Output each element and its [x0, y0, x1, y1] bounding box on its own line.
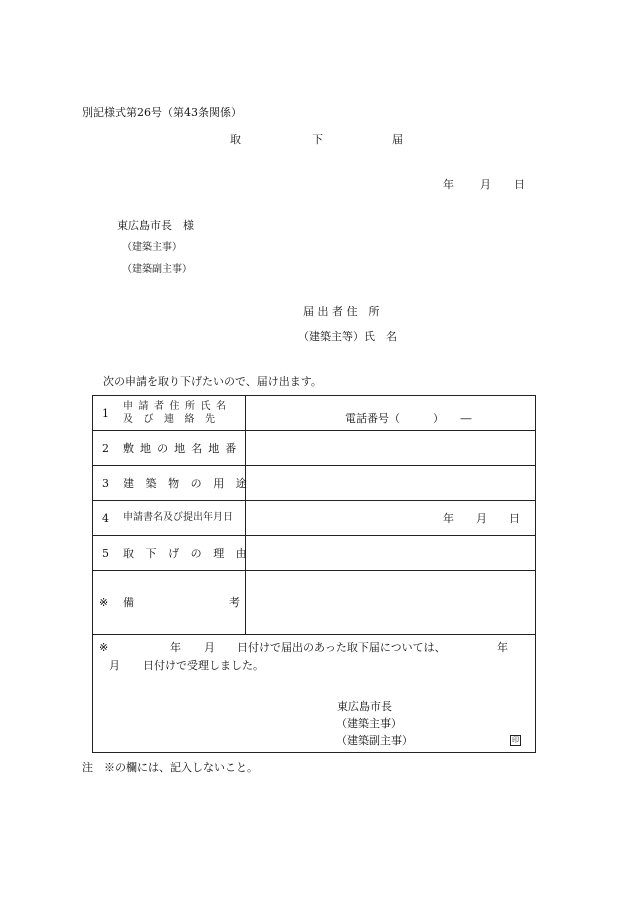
row-number: 4	[102, 512, 109, 525]
row-label: 敷地の地名地番	[123, 442, 243, 455]
table-divider	[93, 500, 535, 501]
title-char-3: 届	[392, 133, 403, 146]
receipt-line2-text: 日付けで受理しました。	[143, 659, 264, 672]
table-divider	[93, 570, 535, 571]
intro-text: 次の申請を取り下げたいので、届け出ます。	[103, 375, 322, 388]
receipt-month2: 月	[109, 659, 120, 672]
row-number: 1	[102, 407, 109, 420]
addressee-mayor: 東広島市長 様	[117, 219, 194, 232]
addressee-deputy-official: （建築副主事）	[122, 264, 192, 275]
row-label: 取下げの理由	[123, 547, 259, 560]
addressee-builder-official: （建築主事）	[122, 242, 182, 253]
phone-number-field: 電話番号（ ） ―	[345, 412, 472, 425]
title-char-2: 下	[312, 133, 323, 146]
table-divider	[93, 465, 535, 466]
applicant-name-label: （建築主等）氏 名	[298, 330, 397, 343]
row-label: 申請書名及び提出年月日	[123, 512, 233, 523]
row-number: 3	[102, 477, 109, 490]
row-mark: ※	[99, 596, 109, 609]
date-day: 日	[514, 178, 525, 191]
receipt-line1-text: 日付けで届出のあった取下届については、	[237, 641, 446, 654]
row-label-line2: 及び連絡先	[123, 414, 226, 425]
signature-mayor: 東広島市長	[337, 700, 392, 713]
signature-deputy-official: （建築副主事）	[336, 734, 413, 747]
table-divider	[93, 430, 535, 431]
row-number: 5	[102, 547, 109, 560]
receipt-month: 月	[204, 641, 215, 654]
receipt-mark: ※	[99, 641, 109, 654]
footnote: 注 ※の欄には、記入しないこと。	[82, 761, 258, 774]
row-label-left: 備	[123, 596, 134, 609]
table-divider	[93, 634, 535, 635]
title-char-1: 取	[230, 133, 241, 146]
signature-builder-official: （建築主事）	[336, 717, 402, 730]
row-label-right: 考	[229, 596, 240, 609]
row-label: 建築物の用途	[123, 477, 259, 490]
row-label-line1: 申請者住所氏名	[123, 401, 232, 412]
applicant-address-label: 届 出 者 住 所	[303, 305, 380, 318]
receipt-year: 年	[170, 641, 181, 654]
table-column-divider	[245, 396, 246, 634]
row-number: 2	[102, 442, 109, 455]
submission-date-field: 年 月 日	[443, 512, 520, 525]
receipt-year2: 年	[497, 641, 508, 654]
table-divider	[93, 535, 535, 536]
date-month: 月	[480, 178, 491, 191]
application-table	[92, 395, 536, 753]
seal-stamp-icon: 印	[512, 736, 519, 744]
date-year: 年	[443, 178, 454, 191]
form-reference: 別記様式第26号（第43条関係）	[82, 106, 242, 119]
